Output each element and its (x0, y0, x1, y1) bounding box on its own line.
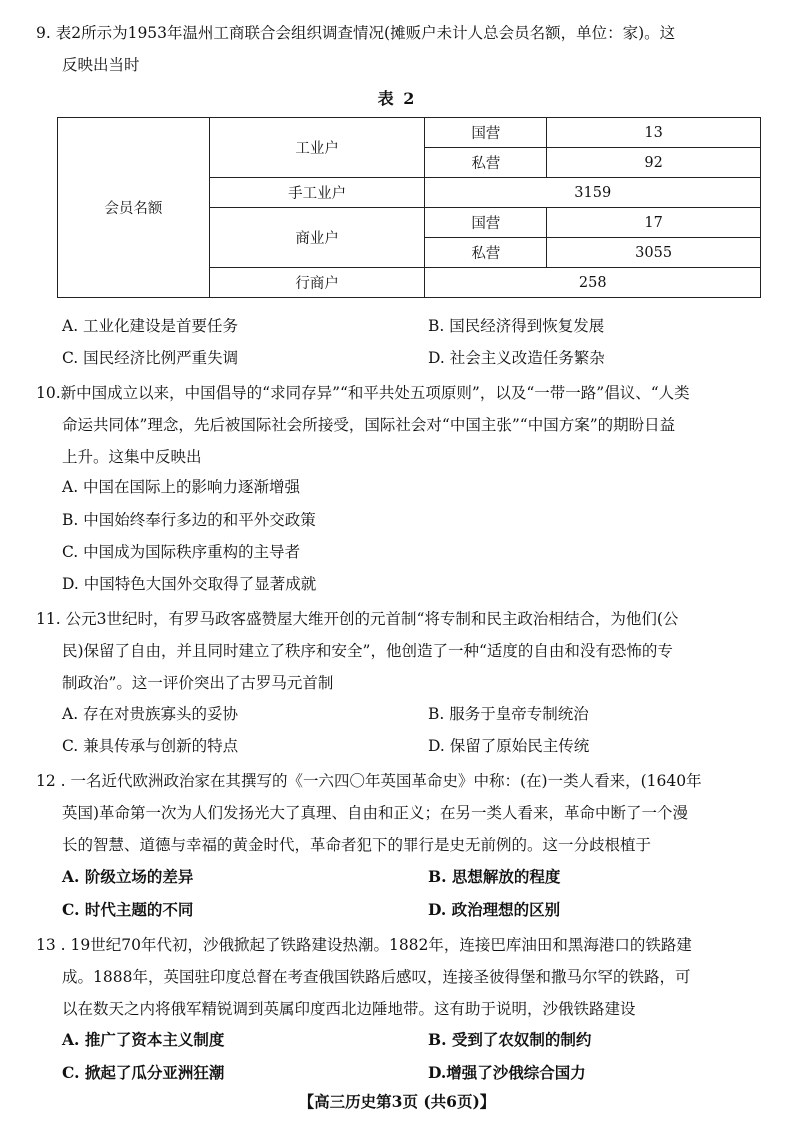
q13-option-a[interactable]: A. 推广了资本主义制度 (62, 1030, 225, 1049)
q9-option-b[interactable]: B. 国民经济得到恢复发展 (428, 317, 605, 335)
q12-stem-line-2: 英国)革命第一次为人们发扬光大了真理、自由和正义；在另一类人看来，革命中断了一个漫 (62, 804, 689, 822)
q11-option-c[interactable]: C. 兼具传承与创新的特点 (62, 737, 239, 755)
q11-stem-line-3: 制政治”。这一评价突出了古罗马元首制 (62, 674, 334, 692)
q11-options-row-2 (62, 731, 762, 761)
question-12 (36, 765, 766, 861)
table-industry-label: 工业户 (209, 118, 425, 178)
table-title: 表 2 (377, 89, 417, 108)
table-handicraft-value: 3159 (425, 178, 761, 208)
q12-options-row-1 (62, 862, 762, 892)
q13-stem-line-1: 13 . 19世纪70年代初，沙俄掀起了铁路建设热潮。1882年，连接巴库油田和黑海港口的铁路建 (36, 936, 692, 954)
q13-option-d[interactable]: D.增强了沙俄综合国力 (428, 1063, 586, 1082)
q11-option-b[interactable]: B. 服务于皇帝专制统治 (428, 705, 589, 723)
table-commerce-private-value: 3055 (547, 238, 761, 268)
q13-stem-line-3: 以在数天之内将俄军精锐调到英属印度西北边陲地带。这有助于说明，沙俄铁路建设 (62, 1000, 636, 1018)
table-traveling-label: 行商户 (209, 268, 425, 298)
q11-stem-line-2: 民)保留了自由，并且同时建立了秩序和安全”，他创造了一种“适度的自由和没有恐怖的专 (62, 642, 673, 660)
q9-options-row-2 (62, 343, 762, 373)
q12-option-a[interactable]: A. 阶级立场的差异 (62, 867, 194, 886)
page-footer: 【高三历史第3页 (共6页)】 (298, 1092, 496, 1111)
q12-stem-line-3: 长的智慧、道德与幸福的黄金时代，革命者犯下的罪行是史无前例的。这一分歧根植于 (62, 836, 652, 854)
q9-option-a[interactable]: A. 工业化建设是首要任务 (62, 317, 239, 335)
table-state-label: 国营 (425, 208, 547, 238)
q9-option-d[interactable]: D. 社会主义改造任务繁杂 (428, 349, 605, 367)
table-handicraft-label: 手工业户 (209, 178, 425, 208)
q13-options-row-1 (62, 1025, 762, 1055)
q10-stem-line-1: 10.新中国成立以来，中国倡导的“求同存异”“和平共处五项原则”，以及“一带一路”倡议、“人类 (36, 384, 690, 402)
q10-option-d[interactable]: D. 中国特色大国外交取得了显著成就 (62, 575, 317, 593)
q9-option-c[interactable]: C. 国民经济比例严重失调 (62, 349, 239, 367)
q11-option-a[interactable]: A. 存在对贵族寡头的妥协 (62, 705, 239, 723)
q11-stem-line-1: 11. 公元3世纪时，有罗马政客盛赞屋大维开创的元首制“将专制和民主政治相结合，为他们(公 (36, 610, 679, 628)
q11-options-row-1 (62, 699, 762, 729)
table-state-label: 国营 (425, 118, 547, 148)
q12-option-d[interactable]: D. 政治理想的区别 (428, 900, 561, 919)
q12-options-row-2 (62, 895, 762, 925)
q12-option-c[interactable]: C. 时代主题的不同 (62, 900, 194, 919)
table-industry-state-value: 13 (547, 118, 761, 148)
table-private-label: 私营 (425, 148, 547, 178)
data-table (57, 117, 761, 298)
q10-option-c[interactable]: C. 中国成为国际秩序重构的主导者 (62, 543, 301, 561)
q9-options-row-1 (62, 311, 762, 341)
table-traveling-value: 258 (425, 268, 761, 298)
q10-option-a[interactable]: A. 中国在国际上的影响力逐渐增强 (62, 478, 301, 496)
q13-option-c[interactable]: C. 掀起了瓜分亚洲狂潮 (62, 1063, 225, 1082)
q12-stem-line-1: 12 . 一名近代欧洲政治家在其撰写的《一六四〇年英国革命史》中称：(在)一类人看来，(1640年 (36, 772, 702, 790)
q9-stem-line-1: 9. 表2所示为1953年温州工商联合会组织调查情况(摊贩户未计人总会员名额，单位：家)。这 (36, 24, 676, 42)
table-commerce-state-value: 17 (547, 208, 761, 238)
q10-stem-line-2: 命运共同体”理念，先后被国际社会所接受，国际社会对“中国主张”“中国方案”的期盼日益 (62, 416, 676, 434)
q10-option-b[interactable]: B. 中国始终奉行多边的和平外交政策 (62, 511, 316, 529)
q13-options-row-2 (62, 1058, 762, 1088)
q11-option-d[interactable]: D. 保留了原始民主传统 (428, 737, 590, 755)
question-9 (36, 17, 766, 81)
q13-option-b[interactable]: B. 受到了农奴制的制约 (428, 1030, 592, 1049)
table-group-label: 会员名额 (58, 118, 210, 298)
q9-stem-line-2: 反映出当时 (62, 56, 140, 74)
question-11 (36, 603, 766, 699)
table-private-label: 私营 (425, 238, 547, 268)
q12-option-b[interactable]: B. 思想解放的程度 (428, 867, 561, 886)
table-commerce-label: 商业户 (209, 208, 425, 268)
question-13 (36, 929, 766, 1025)
table-industry-private-value: 92 (547, 148, 761, 178)
question-10 (36, 377, 766, 473)
q13-stem-line-2: 成。1888年，英国驻印度总督在考查俄国铁路后感叹，连接圣彼得堡和撒马尔罕的铁路，可 (62, 968, 691, 986)
q10-stem-line-3: 上升。这集中反映出 (62, 448, 202, 466)
